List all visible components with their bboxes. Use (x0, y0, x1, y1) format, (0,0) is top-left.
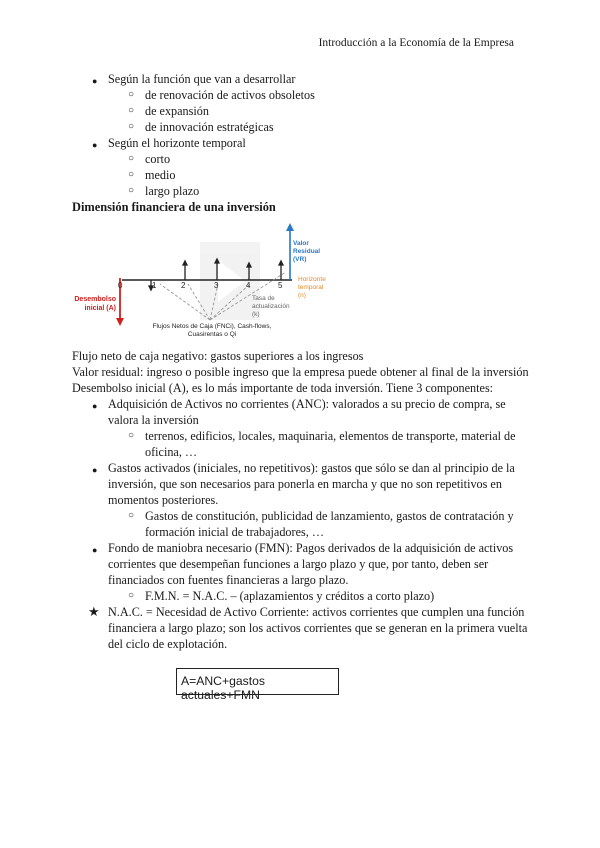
tick-label: 2 (181, 281, 186, 290)
list-item: Fondo de maniobra necesario (FMN): Pagos derivados de la adquisición de activos (108, 541, 514, 555)
note-line: N.A.C. = Necesidad de Activo Corriente: activos corrientes que cumplen una función (108, 605, 525, 619)
page-header: Introducción a la Economía de la Empresa (318, 37, 514, 49)
section-title: Dimensión financiera de una inversión (72, 200, 276, 214)
desembolso-arrowhead (116, 318, 124, 326)
bullet-circle: ○ (128, 510, 135, 521)
valor-residual-label: Residual (293, 248, 321, 255)
star-icon: ★ (88, 604, 100, 619)
bullet-dot: ● (92, 76, 98, 86)
desembolso-label: Desembolso (74, 296, 116, 303)
list-item: de renovación de activos obsoletos (145, 88, 315, 102)
cash-flow-diagram (60, 220, 326, 342)
paragraph: Valor residual: ingreso o posible ingreso que la empresa puede obtener al final de la inversión (72, 365, 529, 379)
list-item: medio (145, 168, 176, 182)
list-item-continuation: corrientes que desempeñan funciones a largo plazo y que, por tanto, deben ser (108, 557, 489, 571)
list-item: F.M.N. = N.A.C. – (aplazamientos y créditos a corto plazo) (145, 589, 435, 603)
bullet-circle: ○ (128, 590, 135, 601)
list-item-continuation: valora la inversión (108, 413, 199, 427)
list-item: terrenos, edificios, locales, maquinaria, elementos de transporte, material de (145, 429, 516, 443)
bullet-circle: ○ (128, 153, 135, 164)
tick-label: 0 (118, 281, 123, 290)
list-item: Según la función que van a desarrollar (108, 72, 296, 86)
note-line: financiera a largo plazo; son los activos corrientes que se generan en la primera vuelta (108, 621, 528, 635)
bullet-dot: ● (92, 401, 98, 411)
bullet-dot: ● (92, 140, 98, 150)
paragraph: Flujo neto de caja negativo: gastos superiores a los ingresos (72, 349, 364, 363)
list-item: Gastos activados (iniciales, no repetitivos): gastos que sólo se dan al principio de la (108, 461, 515, 475)
bullet-circle: ○ (128, 185, 135, 196)
tasa-label: Tasa de (252, 295, 275, 302)
list-item: largo plazo (145, 184, 200, 198)
list-item: Según el horizonte temporal (108, 136, 246, 150)
list-item: Gastos de constitución, publicidad de lanzamiento, gastos de contratación y (145, 509, 514, 523)
tick-label: 3 (214, 281, 219, 290)
paragraph: Desembolso inicial (A), es lo más importante de toda inversión. Tiene 3 componentes: (72, 381, 494, 395)
bullet-circle: ○ (128, 169, 135, 180)
tasa-label: (k) (252, 311, 260, 318)
list-item: Adquisición de Activos no corrientes (ANC): valorados a su precio de compra, se (108, 397, 506, 411)
list-item-continuation: momentos posteriores. (108, 493, 219, 507)
valor-residual-arrowhead (286, 223, 294, 231)
list-item-continuation: inversión, que son necesarios para ponerla en marcha y que no son repetitivos en (108, 477, 502, 491)
bullet-circle: ○ (128, 89, 135, 100)
note-line: del ciclo de explotación. (108, 637, 228, 651)
tick-label: 5 (278, 281, 283, 290)
horizonte-label: Horizonte (298, 276, 326, 283)
list-item-continuation: formación inicial de trabajadores, … (145, 525, 325, 539)
tick-label: 4 (246, 281, 251, 290)
list-item: de innovación estratégicas (145, 120, 274, 134)
horizonte-label: (n) (298, 292, 306, 299)
bullet-circle: ○ (128, 430, 135, 441)
flujos-label: Flujos Netos de Caja (FNCi), Cash-flows, (152, 323, 272, 330)
tick-label: 1 (152, 281, 157, 290)
valor-residual-label: (VR) (293, 256, 307, 263)
flujos-label: Cuasirentas o Qi (187, 331, 237, 338)
list-item-continuation: financiados con fuentes financieras a largo plazo. (108, 573, 349, 587)
bullet-dot: ● (92, 465, 98, 475)
desembolso-label: inicial (A) (84, 305, 116, 312)
list-item-continuation: oficina, … (145, 445, 198, 459)
tasa-label: actualización (252, 303, 290, 310)
list-item: corto (145, 152, 171, 166)
bullet-circle: ○ (128, 121, 135, 132)
valor-residual-label: Valor (293, 240, 309, 247)
formula-box: A=ANC+gastos actuales+FMN (176, 668, 339, 695)
horizonte-label: temporal (298, 284, 324, 291)
bullet-dot: ● (92, 545, 98, 555)
watermark-shape (200, 242, 260, 320)
bullet-circle: ○ (128, 105, 135, 116)
list-item: de expansión (145, 104, 209, 118)
